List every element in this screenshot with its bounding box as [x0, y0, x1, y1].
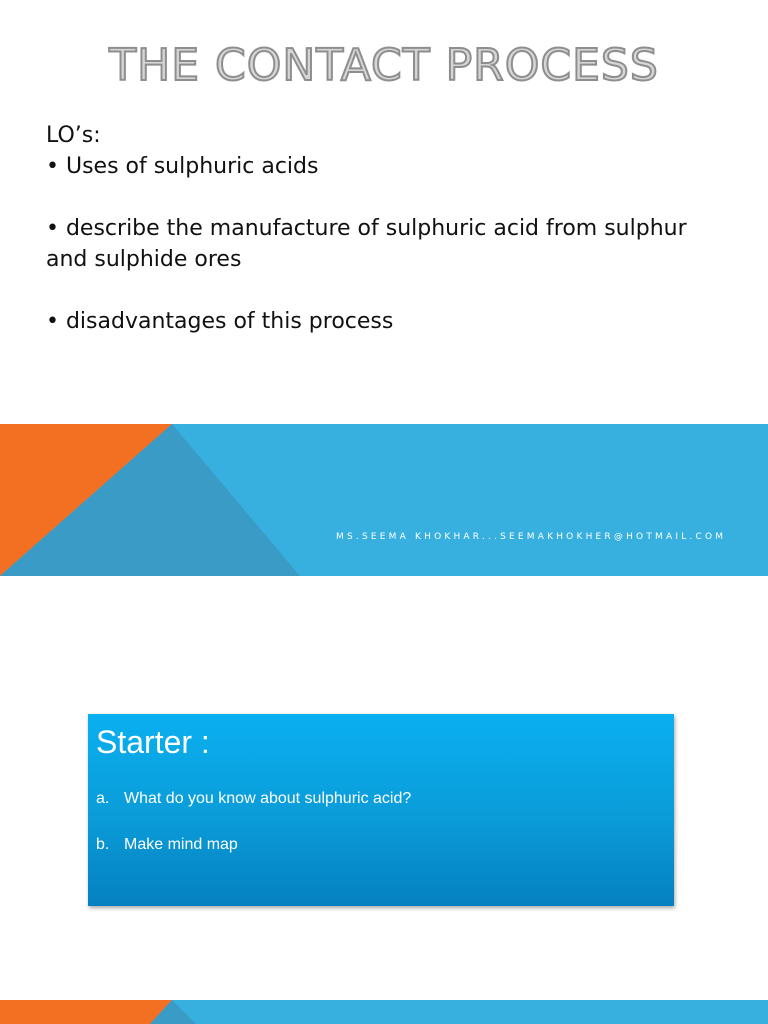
band-orange-2 [0, 1000, 172, 1024]
band-graphic [0, 424, 768, 576]
lo-bullet-uses: • Uses of sulphuric acids [46, 154, 319, 179]
slide-2 [0, 586, 768, 1024]
starter-item-text: Make mind map [124, 836, 238, 853]
starter-box [88, 714, 674, 906]
learning-objectives [46, 120, 726, 337]
footer-author: MS.SEEMA KHOKHAR...SEEMAKHOKHER@HOTMAIL.COM [336, 532, 727, 542]
starter-title: Starter : [96, 724, 210, 760]
starter-item-b [96, 836, 238, 854]
decorative-band [0, 424, 768, 576]
lo-heading: LO’s: [46, 123, 101, 148]
starter-item-marker: b. [96, 836, 110, 853]
lo-bullet-disadvantages: • disadvantages of this process [46, 309, 394, 334]
slide-separator [0, 576, 768, 586]
starter-item-a [96, 790, 411, 808]
starter-item-text: What do you know about sulphuric acid? [124, 790, 412, 807]
band-graphic-2 [0, 1000, 768, 1024]
decorative-band-2 [0, 1000, 768, 1024]
lo-bullet-manufacture: • describe the manufacture of sulphuric acid from sulphur and sulphide ores [46, 216, 687, 272]
slide-title: THE CONTACT PROCESS [109, 40, 659, 91]
starter-item-marker: a. [96, 790, 110, 807]
